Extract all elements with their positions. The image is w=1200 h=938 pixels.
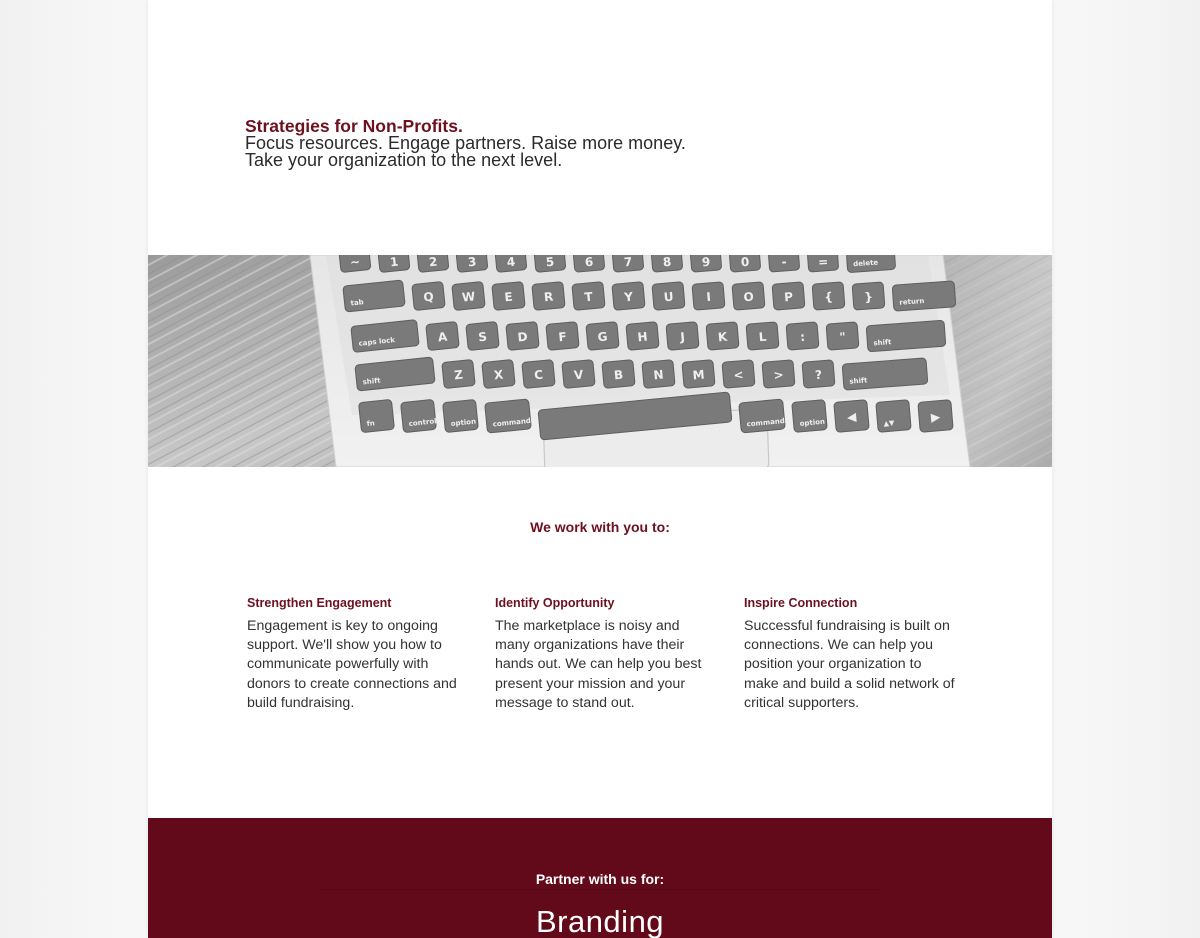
laptop-keyboard-banner: [148, 255, 1052, 467]
keyboard-key: [802, 360, 835, 388]
keyboard-key-cap: [876, 400, 911, 433]
keyboard-key-label: delete: [852, 258, 879, 269]
feature-title: Strengthen Engagement: [247, 596, 392, 610]
keyboard-key: [834, 400, 869, 433]
keyboard-key-label: Y: [623, 289, 634, 305]
keyboard-key-label: A: [437, 329, 448, 345]
hero-tagline-2: Take your organization to the next level.: [245, 150, 563, 170]
keyboard-key: [732, 282, 765, 310]
keyboard-key: [442, 359, 475, 388]
hero-title: Strategies for Non-Profits.: [245, 116, 463, 136]
partner-section: [148, 818, 1052, 938]
keyboard-key-label: N: [652, 367, 665, 383]
keyboard-key-label: W: [461, 289, 476, 305]
keyboard-key-label: {: [823, 289, 834, 305]
keyboard-key: [456, 255, 488, 272]
keyboard-key: [729, 255, 760, 272]
keyboard-key: [546, 322, 579, 351]
keyboard-key-label: K: [717, 329, 728, 345]
keyboard-key-label: M: [692, 367, 706, 383]
keyboard-key-label: F: [557, 329, 568, 345]
keyboard-key-label: ▲▼: [883, 418, 895, 428]
keyboard-key-label: 4: [506, 255, 516, 270]
keyboard-key: [772, 282, 805, 310]
keyboard-key: [359, 399, 395, 432]
keyboard-key: [722, 360, 755, 389]
keyboard-key-label: D: [516, 329, 529, 345]
keyboard-key: [846, 255, 895, 273]
keyboard-key-label: X: [493, 367, 504, 383]
work-heading: We work with you to:: [530, 519, 670, 535]
keyboard-key-label: :: [799, 329, 806, 345]
keyboard-key: [852, 282, 885, 310]
keyboard-key: [642, 360, 675, 389]
keyboard-key-label: Z: [453, 367, 464, 383]
keyboard-key: [739, 399, 786, 433]
partner-divider: [320, 889, 880, 890]
keyboard-key: [746, 322, 779, 350]
keyboard-key: [612, 255, 644, 272]
keyboard-key-label: S: [477, 329, 488, 345]
keyboard-key: [762, 360, 795, 388]
keyboard-key-label: 0: [740, 255, 750, 270]
keyboard-key-label: shift: [362, 376, 381, 387]
keyboard-key-cap: [739, 399, 786, 433]
keyboard-key: [826, 322, 859, 350]
feature-identify-opportunity: [495, 595, 710, 713]
keyboard-key-label: L: [758, 329, 767, 345]
keyboard-key-cap: [401, 399, 437, 432]
keyboard-key: [876, 400, 911, 433]
keyboard-key-label: O: [742, 289, 755, 305]
keyboard-key-label: V: [573, 367, 584, 383]
keyboard-key: [466, 322, 499, 351]
keyboard-key-label: caps lock: [358, 335, 396, 348]
keyboard-key: [690, 255, 722, 272]
keyboard-key: [343, 280, 405, 312]
partner-service-item: Branding: [535, 904, 665, 938]
keyboard-key-label: >: [772, 367, 785, 383]
keyboard-key: [482, 360, 515, 389]
keyboard-key: [572, 282, 605, 311]
keyboard-key-label: fn: [366, 419, 376, 429]
keyboard-key-label: }: [863, 289, 874, 305]
keyboard-key-label: ": [838, 329, 847, 345]
keyboard-key-label: <: [732, 367, 745, 383]
keyboard-key-label: tab: [350, 298, 365, 308]
keyboard-key: [586, 322, 619, 351]
keyboard-key-label: shift: [849, 376, 868, 386]
keyboard-key-label: R: [543, 289, 554, 305]
keyboard-key-label: ~: [349, 255, 361, 270]
keyboard-key-label: option: [450, 417, 477, 428]
keyboard-key: [892, 281, 956, 311]
hero-section: [245, 118, 686, 169]
feature-body: Engagement is key to ongoing support. We'll show you how to communicate powerfully with donors to create connections and build fundraising.: [247, 618, 457, 711]
keyboard-key-label: 8: [662, 255, 672, 270]
keyboard-key-label: B: [613, 367, 624, 383]
keyboard-key-label: command: [746, 416, 786, 429]
keyboard-key-label: shift: [873, 338, 892, 348]
keyboard-key-label: 5: [545, 255, 555, 270]
keyboard-key-label: return: [899, 296, 925, 307]
keyboard-key: [807, 255, 838, 272]
keyboard-key: [506, 322, 539, 351]
keyboard-key: [792, 400, 828, 433]
page: [148, 0, 1052, 938]
keyboard-key: [768, 255, 799, 272]
keyboard-key: [412, 281, 445, 310]
keyboard-key-label: control: [408, 417, 437, 429]
keyboard-key-label: 3: [467, 255, 477, 270]
keyboard-key-label: 2: [428, 255, 438, 270]
keyboard-key-cap: [443, 399, 479, 432]
laptop-keyboard-image: [148, 255, 1052, 467]
keyboard-key: [339, 255, 371, 273]
keyboard-key-label: option: [799, 417, 826, 428]
keyboard-key: [866, 320, 946, 352]
keyboard-key-cap: [792, 400, 828, 433]
feature-body: Successful fundraising is built on connections. We can help you position your organization to make and build a solid network of critical supporters.: [744, 618, 955, 711]
keyboard-key: [692, 282, 725, 311]
feature-body: The marketplace is noisy and many organizations have their hands out. We can help you best present your mission and your message to stand out.: [495, 618, 702, 711]
hero-tagline-1: Focus resources. Engage partners. Raise more money.: [245, 133, 686, 153]
keyboard-key: [443, 399, 479, 432]
keyboard-key: [706, 322, 739, 351]
keyboard-key-label: Q: [422, 289, 435, 305]
keyboard-key: [612, 282, 645, 311]
keyboard-key: [534, 255, 566, 272]
keyboard-key-label: H: [636, 329, 649, 345]
keyboard-key-cap: [485, 399, 532, 433]
keyboard-key: [532, 282, 565, 311]
keyboard-key: [378, 255, 410, 272]
keyboard-key-label: =: [817, 255, 829, 270]
keyboard-key-label: E: [503, 289, 514, 305]
keyboard-key-label: -: [781, 255, 788, 270]
feature-title: Inspire Connection: [744, 596, 858, 610]
keyboard-key: [495, 255, 527, 272]
keyboard-key: [918, 400, 953, 433]
keyboard-key-label: 7: [623, 255, 633, 270]
keyboard-key-cap: [866, 320, 946, 352]
keyboard-key-label: P: [783, 289, 794, 305]
keyboard-key: [573, 255, 605, 272]
keyboard-key-label: ▶: [930, 409, 941, 425]
keyboard-key: [786, 322, 819, 350]
keyboard-key: [602, 360, 635, 389]
keyboard-key: [651, 255, 683, 272]
keyboard-key-label: command: [492, 416, 532, 429]
keyboard-key-cap: [892, 281, 956, 311]
keyboard-key-label: G: [597, 329, 609, 345]
keyboard-key-label: U: [663, 289, 675, 305]
keyboard-key-label: ?: [814, 367, 823, 383]
keyboard-key-label: T: [583, 289, 594, 305]
keyboard-key: [485, 399, 532, 433]
feature-strengthen-engagement: [247, 595, 462, 713]
keyboard-key-label: I: [705, 289, 712, 305]
keyboard-key-label: ◀: [846, 409, 857, 425]
keyboard-key-label: 1: [389, 255, 399, 270]
keyboard-key: [626, 322, 659, 351]
keyboard-key: [401, 399, 438, 432]
keyboard-key: [682, 360, 715, 389]
keyboard-key-label: 9: [701, 255, 711, 270]
keyboard-key-label: 6: [584, 255, 594, 270]
partner-heading: Partner with us for:: [535, 871, 665, 887]
keyboard-key: [417, 255, 449, 272]
feature-title: Identify Opportunity: [495, 596, 615, 610]
keyboard-key: [562, 360, 595, 389]
keyboard-key: [812, 282, 845, 310]
feature-inspire-connection: [744, 595, 959, 713]
keyboard-key-cap: [359, 399, 395, 432]
keyboard-key: [426, 321, 459, 350]
keyboard-key: [652, 282, 685, 311]
keyboard-key: [666, 322, 699, 351]
keyboard-key: [492, 282, 525, 311]
keyboard-key-label: J: [679, 329, 686, 345]
keyboard-key: [522, 360, 555, 389]
keyboard-key-label: C: [533, 367, 544, 383]
keyboard-key: [452, 282, 485, 311]
